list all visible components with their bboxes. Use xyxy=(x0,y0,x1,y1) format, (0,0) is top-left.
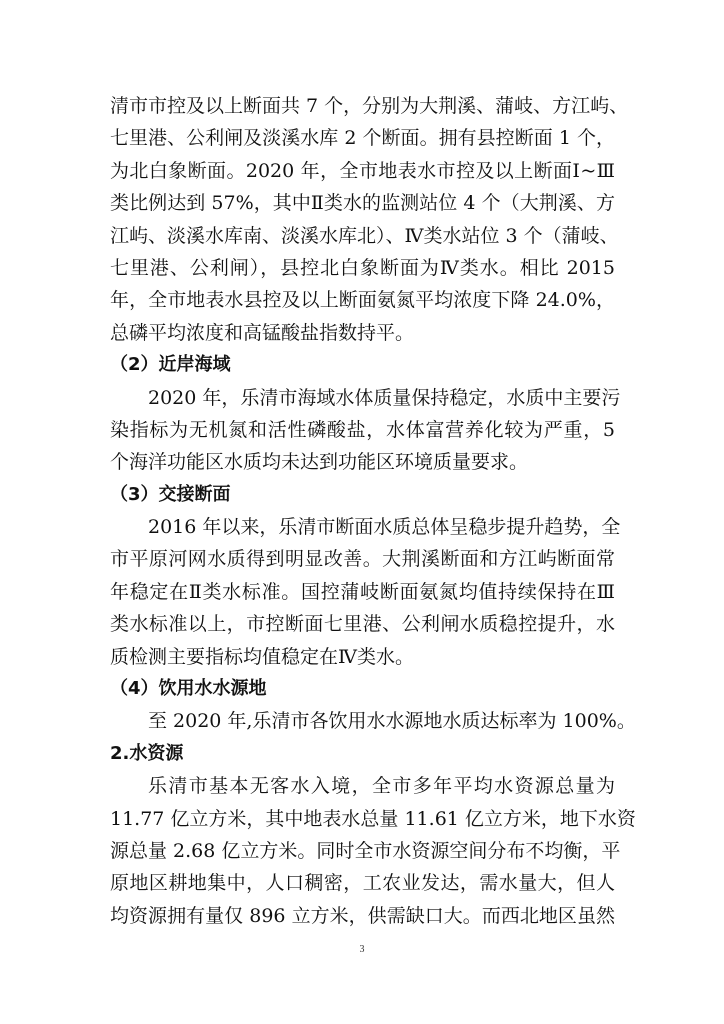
text-line: 2020 年，乐清市海域水体质量保持稳定，水质中主要污 xyxy=(148,386,621,409)
text-line: 年，全市地表水县控及以上断面氨氮平均浓度下降 24.0%， xyxy=(110,289,615,312)
text-line: 染指标为无机氮和活性磷酸盐，水体富营养化较为严重，5 xyxy=(110,418,615,441)
page-number: 3 xyxy=(359,944,365,955)
section-heading-drinking-water: （4）饮用水水源地 xyxy=(110,678,267,700)
text-line: 质检测主要指标均值稳定在Ⅳ类水。 xyxy=(110,645,414,668)
text-line: 类水标准以上，市控断面七里港、公利闸水质稳控提升，水 xyxy=(110,613,615,636)
text-line: 类比例达到 57%，其中Ⅱ类水的监测站位 4 个（大荆溪、方 xyxy=(110,192,615,215)
paragraph-boundary-sections xyxy=(110,511,621,673)
text-line: 原地区耕地集中，人口稠密，工农业发达，需水量大，但人 xyxy=(110,872,615,895)
text-line: 市平原河网水质得到明显改善。大荆溪断面和方江屿断面常 xyxy=(110,548,615,571)
text-line: 至 2020 年,乐清市各饮用水水源地水质达标率为 100%。 xyxy=(148,710,636,733)
paragraph-surface-water xyxy=(110,90,629,349)
text-line: 为北白象断面。2020 年，全市地表水市控及以上断面Ⅰ~Ⅲ xyxy=(110,159,615,182)
text-line: 个海洋功能区水质均未达到功能区环境质量要求。 xyxy=(110,451,529,474)
text-line: 清市市控及以上断面共 7 个，分别为大荆溪、蒲岐、方江屿、 xyxy=(110,95,629,117)
text-line: 均资源拥有量仅 896 立方米，供需缺口大。而西北地区虽然 xyxy=(110,904,615,927)
text-line: 11.77 亿立方米，其中地表水总量 11.61 亿立方米，地下水资 xyxy=(110,807,636,830)
text-line: 总磷平均浓度和高锰酸盐指数持平。 xyxy=(110,321,415,344)
text-line: 2016 年以来，乐清市断面水质总体呈稳步提升趋势，全 xyxy=(148,516,621,539)
text-line: 乐清市基本无客水入境，全市多年平均水资源总量为 xyxy=(148,775,615,798)
section-heading-boundary-sections: （3）交接断面 xyxy=(110,483,231,505)
paragraph-coastal-waters xyxy=(110,382,621,479)
section-heading-coastal-waters: （2）近岸海域 xyxy=(110,354,231,376)
text-line: 源总量 2.68 亿立方米。同时全市水资源空间分布不均衡，平 xyxy=(110,839,621,862)
text-line: 江屿、淡溪水库南、淡溪水库北）、Ⅳ类水站位 3 个（蒲岐、 xyxy=(110,224,619,247)
paragraph-drinking-water xyxy=(110,705,636,737)
paragraph-water-resources xyxy=(110,770,636,932)
text-line: 七里港、公利闸），县控北白象断面为Ⅳ类水。相比 2015 xyxy=(110,256,615,279)
text-line: 年稳定在Ⅱ类水标准。国控蒲岐断面氨氮均值持续保持在Ⅲ xyxy=(110,580,615,603)
text-line: 七里港、公利闸及淡溪水库 2 个断面。拥有县控断面 1 个， xyxy=(110,127,615,150)
document-page xyxy=(110,90,636,932)
section-heading-water-resources: 2.水资源 xyxy=(110,742,184,764)
